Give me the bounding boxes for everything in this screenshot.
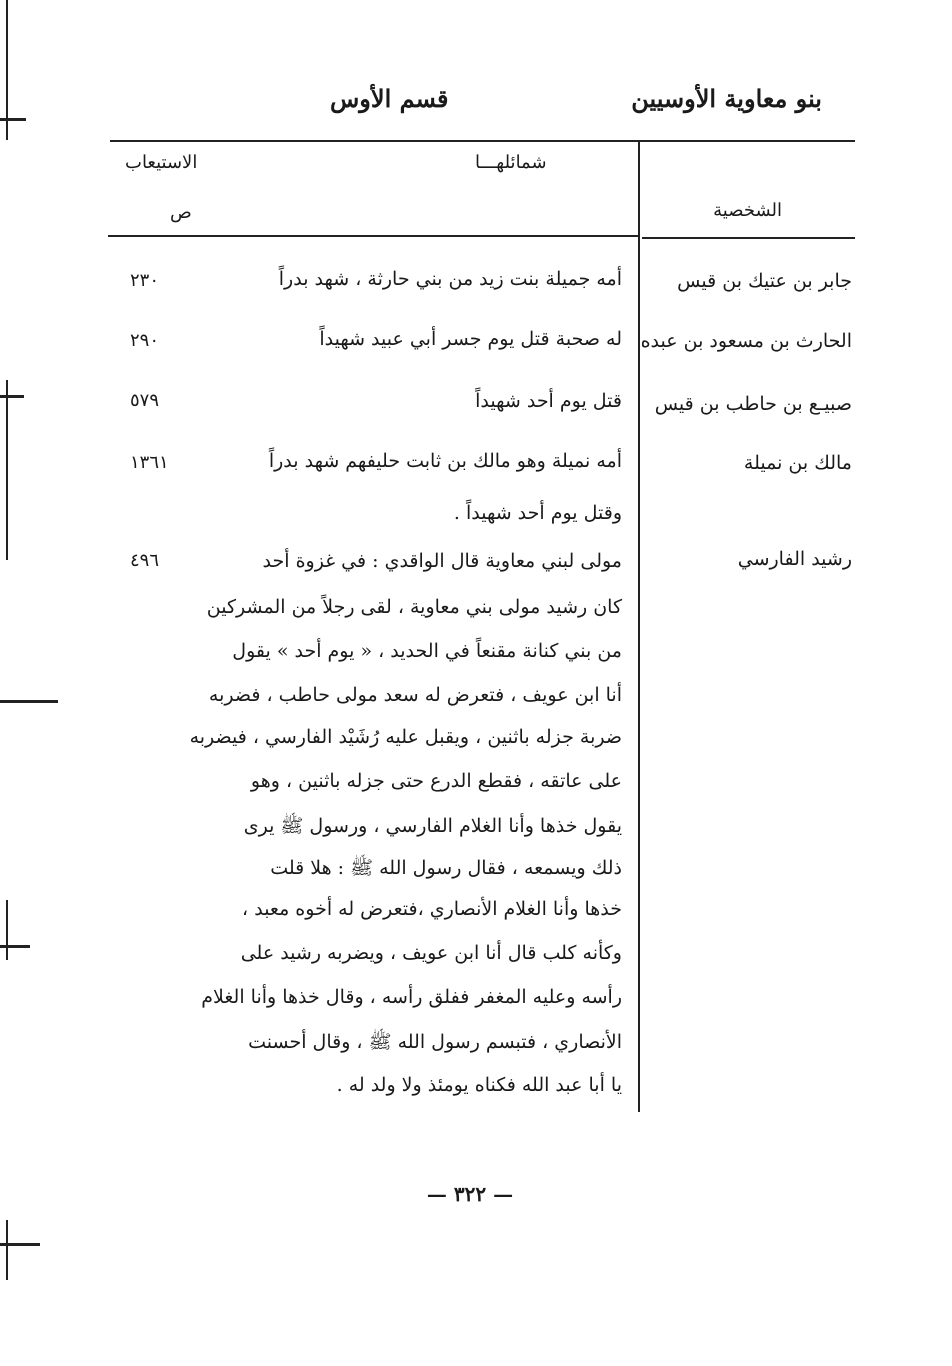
entry-name: صبيـع بن حاطب بن قيس: [654, 393, 852, 415]
entry-page: ٤٩٦: [130, 550, 160, 571]
page-number: — ٣٢٢ —: [426, 1182, 514, 1206]
entry-name: رشيد الفارسي: [737, 548, 852, 570]
table-header-rule-right: [642, 237, 855, 239]
paragraph-line: يقول خذها وأنا الغلام الفارسي ، ورسول ﷺ يرى: [243, 815, 622, 837]
entry-description: مولى لبني معاوية قال الواقدي : في غزوة أحد: [262, 550, 622, 572]
entry-page: ٢٩٠: [130, 330, 160, 351]
paragraph-line: خذها وأنا الغلام الأنصاري ،فتعرض له أخوه معبد ،: [242, 898, 622, 920]
paragraph-line: يا أبا عبد الله فكناه يومئذ ولا ولد له .: [336, 1074, 622, 1096]
column-header-page: ص: [170, 202, 192, 223]
running-head-section: قسم الأوس: [330, 84, 449, 113]
column-header-qualities: شمائلهـــا: [475, 152, 547, 173]
scan-tick-mark: [0, 118, 26, 121]
paragraph-line: ذلك ويسمعه ، فقال رسول الله ﷺ : هلا قلت: [270, 857, 622, 879]
scan-tick-mark: [0, 945, 30, 948]
scan-edge-mark: [6, 900, 8, 960]
scan-tick-mark: [0, 395, 24, 398]
paragraph-line: وكأنه كلب قال أنا ابن عويف ، ويضربه رشيد على: [240, 942, 622, 964]
scan-edge-mark: [6, 380, 8, 560]
paragraph-line: الأنصاري ، فتبسم رسول الله ﷺ ، وقال أحسنت: [248, 1031, 622, 1053]
paragraph-line: ضربة جزله باثنين ، ويقبل عليه رُشَيْد الفارسي ، فيضربه: [189, 726, 622, 748]
scan-tick-mark: [0, 700, 58, 703]
column-header-person: الشخصية: [713, 200, 782, 221]
paragraph-line: كان رشيد مولى بني معاوية ، لقى رجلاً من المشركين: [206, 596, 622, 618]
table-header-rule-left: [108, 235, 638, 237]
paragraph-line: من بني كنانة مقنعاً في الحديد ، « يوم أحد » يقول: [232, 640, 622, 662]
entry-description-continued: وقتل يوم أحد شهيداً .: [453, 502, 622, 524]
entry-page: ٥٧٩: [130, 390, 160, 411]
entry-page: ٢٣٠: [130, 270, 160, 291]
running-head-tribe: بنو معاوية الأوسيين: [631, 84, 822, 113]
paragraph-line: على عاتقه ، فقطع الدرع حتى جزله باثنين ، وهو: [250, 770, 622, 792]
entry-name: مالك بن نميلة: [743, 452, 852, 474]
entry-name: جابر بن عتيك بن قيس: [677, 270, 852, 292]
table-top-rule: [110, 140, 855, 142]
entry-page: ١٣٦١: [130, 452, 169, 473]
entry-description: أمه جميلة بنت زيد من بني حارثة ، شهد بدراً: [278, 268, 622, 290]
entry-name: الحارث بن مسعود بن عبده: [640, 330, 852, 352]
paragraph-line: أنا ابن عويف ، فتعرض له سعد مولى حاطب ، فضربه: [208, 684, 622, 706]
scan-tick-mark: [0, 1243, 40, 1246]
entry-description: له صحبة قتل يوم جسر أبي عبيد شهيداً: [319, 328, 622, 350]
entry-description: قتل يوم أحد شهيداً: [475, 390, 622, 412]
column-header-source: الاستيعاب: [125, 152, 198, 173]
paragraph-line: رأسه وعليه المغفر ففلق رأسه ، وقال خذها وأنا الغلام: [201, 986, 622, 1008]
entry-description: أمه نميلة وهو مالك بن ثابت حليفهم شهد بدراً: [268, 450, 622, 472]
scan-edge-mark: [6, 1220, 8, 1280]
